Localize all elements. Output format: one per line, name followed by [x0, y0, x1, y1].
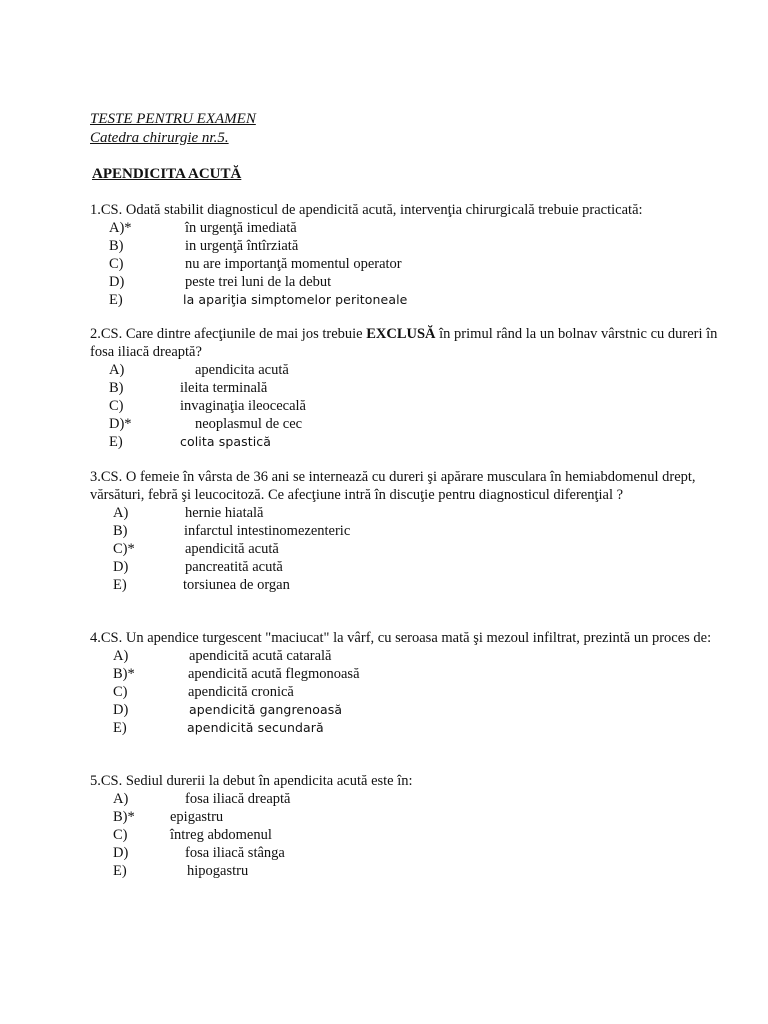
question-4	[90, 629, 730, 737]
option-d	[90, 844, 730, 862]
question-text: 2.CS. Care dintre afecţiunile de mai jos trebuie EXCLUSĂ în primul rând la un bolnav vârstnic cu dureri în fosa iliacă dreaptă?	[90, 326, 718, 360]
option-text: colita spastică	[180, 434, 272, 449]
option-text: în urgenţă imediată	[185, 220, 297, 236]
option-text: fosa iliacă stânga	[185, 845, 285, 861]
option-letter: D)*	[109, 416, 132, 432]
option-letter: E)	[113, 863, 127, 879]
option-b	[90, 379, 730, 397]
option-text: neoplasmul de cec	[195, 416, 303, 432]
option-c	[90, 826, 730, 844]
option-letter: A)	[113, 791, 129, 807]
option-text: hernie hiatală	[185, 505, 264, 521]
option-letter: D)	[113, 845, 129, 861]
option-text: infarctul intestinomezenteric	[184, 523, 351, 539]
option-a	[90, 647, 730, 665]
question-1	[90, 201, 730, 309]
option-letter: B)	[109, 380, 124, 396]
option-letter: C)*	[113, 541, 135, 557]
option-d	[90, 415, 730, 433]
option-a	[90, 361, 730, 379]
option-e	[90, 291, 730, 309]
question-text: 5.CS. Sediul durerii la debut în apendicita acută este în:	[90, 773, 413, 789]
question-3	[90, 468, 730, 594]
option-letter: B)	[109, 238, 124, 254]
option-b	[90, 808, 730, 826]
option-b	[90, 522, 730, 540]
option-letter: B)	[113, 523, 128, 539]
option-c	[90, 255, 730, 273]
question-text: 4.CS. Un apendice turgescent "maciucat" la vârf, cu seroasa mată şi mezoul infiltrat, prezintă un proces de:	[90, 630, 712, 646]
option-text: la apariţia simptomelor peritoneale	[183, 292, 408, 307]
option-e	[90, 433, 730, 451]
exam-title: TESTE PENTRU EXAMEN	[90, 111, 256, 127]
option-letter: E)	[109, 434, 123, 450]
section-title: APENDICITA ACUTĂ	[92, 166, 242, 182]
option-text: apendicită acută flegmonoasă	[188, 666, 360, 682]
option-letter: D)	[113, 702, 129, 718]
option-text: hipogastru	[187, 863, 249, 879]
option-text: peste trei luni de la debut	[185, 274, 332, 290]
option-text: epigastru	[170, 809, 224, 825]
option-b	[90, 237, 730, 255]
option-text: torsiunea de organ	[183, 577, 290, 593]
option-text: apendicita acută	[195, 362, 289, 378]
option-text: întreg abdomenul	[170, 827, 272, 843]
option-letter: C)	[113, 827, 128, 843]
option-letter: E)	[109, 292, 123, 308]
emphasis-exclusa: EXCLUSĂ	[366, 326, 436, 342]
option-text: apendicită gangrenoasă	[189, 702, 343, 717]
option-b	[90, 665, 730, 683]
option-letter: A)	[113, 505, 129, 521]
question-text: 1.CS. Odată stabilit diagnosticul de apendicită acută, intervenţia chirurgicală trebuie practicată:	[90, 202, 643, 218]
option-text: pancreatită acută	[185, 559, 283, 575]
option-text: fosa iliacă dreaptă	[185, 791, 291, 807]
question-5	[90, 772, 730, 880]
option-d	[90, 558, 730, 576]
option-text: apendicită acută catarală	[189, 648, 332, 664]
option-letter: E)	[113, 577, 127, 593]
option-text: in urgenţă întîrziată	[185, 238, 299, 254]
option-letter: A)	[113, 648, 129, 664]
option-d	[90, 701, 730, 719]
department-title: Catedra chirurgie nr.5.	[90, 130, 229, 146]
option-letter: A)*	[109, 220, 132, 236]
option-c	[90, 540, 730, 558]
option-d	[90, 273, 730, 291]
option-letter: C)	[113, 684, 128, 700]
option-letter: B)*	[113, 666, 135, 682]
question-2	[90, 325, 730, 451]
option-text: invaginaţia ileocecală	[180, 398, 306, 414]
option-text: ileita terminală	[180, 380, 268, 396]
option-a	[90, 219, 730, 237]
option-a	[90, 504, 730, 522]
option-letter: B)*	[113, 809, 135, 825]
option-c	[90, 397, 730, 415]
option-e	[90, 576, 730, 594]
option-text: nu are importanţă momentul operator	[185, 256, 402, 272]
option-letter: A)	[109, 362, 125, 378]
option-letter: C)	[109, 256, 124, 272]
option-c	[90, 683, 730, 701]
option-letter: D)	[109, 274, 125, 290]
option-letter: C)	[109, 398, 124, 414]
option-e	[90, 719, 730, 737]
option-letter: D)	[113, 559, 129, 575]
option-e	[90, 862, 730, 880]
option-letter: E)	[113, 720, 127, 736]
option-a	[90, 790, 730, 808]
option-text: apendicită secundară	[187, 720, 324, 735]
question-text: 3.CS. O femeie în vârsta de 36 ani se internează cu dureri şi apărare musculara în hemiabdomenul drept, vărsături, febră şi leucocitoză. Ce afecţiune intră în discuţie pentru diagnosticul diferenţial ?	[90, 469, 696, 503]
option-text: apendicită acută	[185, 541, 279, 557]
option-text: apendicită cronică	[188, 684, 294, 700]
